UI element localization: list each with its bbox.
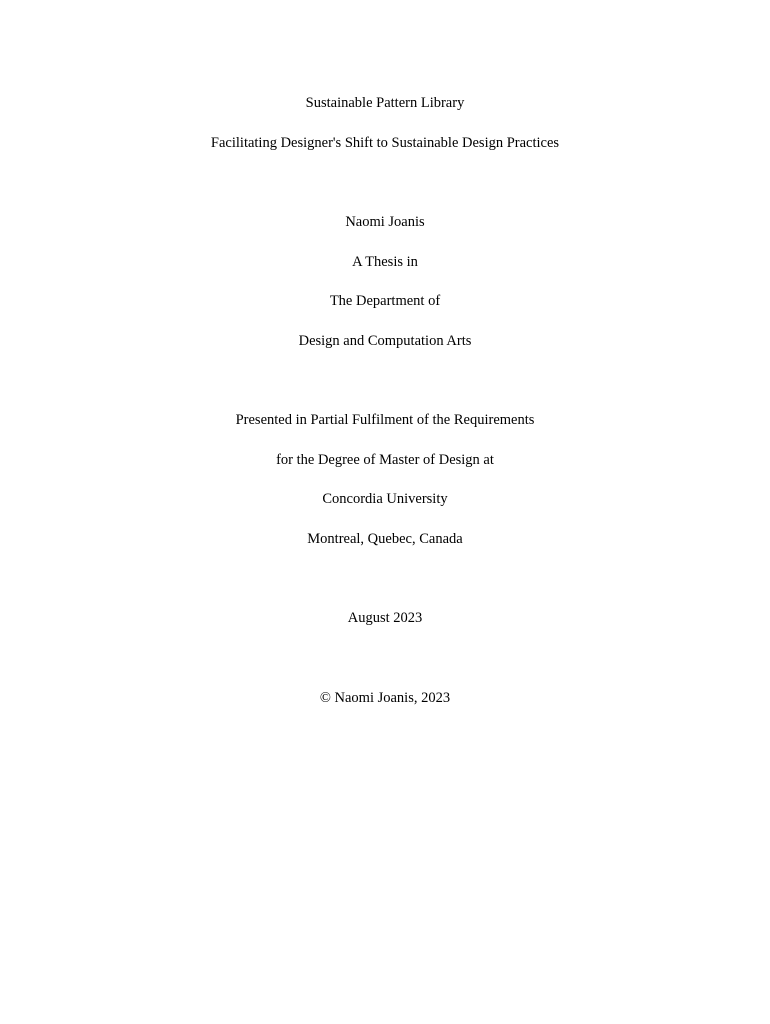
submission-date: August 2023 (347, 610, 423, 626)
thesis-statement: A Thesis in (352, 254, 418, 270)
department-name: Design and Computation Arts (298, 333, 472, 349)
university-name: Concordia University (322, 491, 448, 507)
thesis-title: Sustainable Pattern Library (305, 95, 465, 111)
degree-statement: for the Degree of Master of Design at (276, 452, 494, 468)
university-location: Montreal, Quebec, Canada (307, 531, 463, 547)
department-label: The Department of (329, 293, 441, 309)
requirements-statement: Presented in Partial Fulfilment of the Requirements (235, 412, 535, 428)
thesis-subtitle: Facilitating Designer's Shift to Sustainable Design Practices (210, 135, 560, 151)
copyright-notice: © Naomi Joanis, 2023 (319, 690, 451, 706)
author-name: Naomi Joanis (345, 214, 425, 230)
